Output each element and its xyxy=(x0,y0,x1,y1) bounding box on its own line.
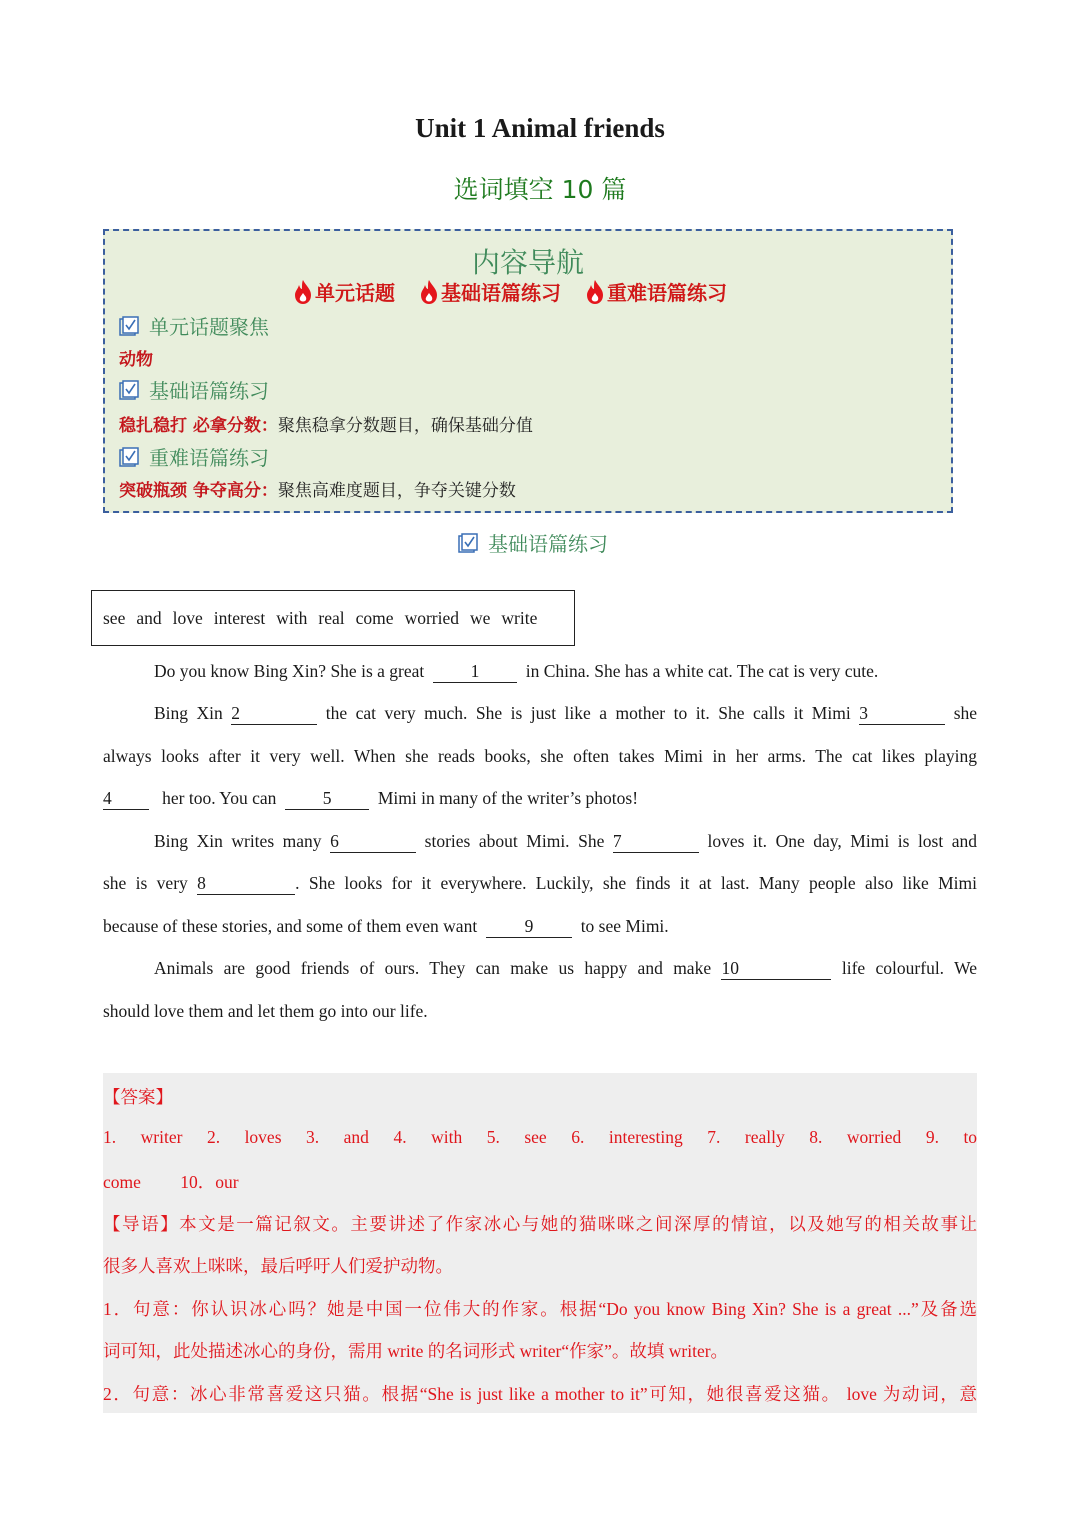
nav-heading: 内容导航 xyxy=(471,246,584,279)
word-bank-item: real xyxy=(318,607,345,628)
passage-line: always looks after it very well. When she reads books, she often takes Mimi in her arms. The cat likes playing xyxy=(103,746,977,766)
answer-item: 5. see xyxy=(486,1127,547,1147)
explanation-line: 2．句意：冰心非常喜爱这只猫。根据“She is just like a mother to it”可知，她很喜爱这猫。 love 为动词，意 xyxy=(103,1384,977,1404)
explanation-line: 词可知，此处描述冰心的身份，需用 write 的名词形式 writer“作家”。故填 writer。 xyxy=(103,1341,729,1361)
answer-item: 6. interesting xyxy=(571,1127,683,1147)
nav-topic-row xyxy=(119,345,153,370)
answer-box xyxy=(103,1073,977,1413)
explanation-line: 1．句意：你认识冰心吗？她是中国一位伟大的作家。根据“Do you know Bing Xin? She is a great ...”及备选 xyxy=(103,1299,977,1319)
answer-item: 1. writer xyxy=(103,1127,183,1147)
nav-topic-text: 动物 xyxy=(119,350,153,370)
word-bank-item: love xyxy=(172,607,203,628)
page-title: Unit 1 Animal friends xyxy=(415,113,665,143)
blank-7[interactable]: 7 xyxy=(613,830,699,853)
answer-item: come xyxy=(103,1172,141,1192)
answer-item: 9. to xyxy=(925,1127,978,1147)
answer-item: 4. with xyxy=(393,1127,463,1147)
nav-basic-red: 稳扎稳打 必拿分数： xyxy=(119,416,278,436)
passage-line: because of these stories, and some of them even want 9 to see Mimi. xyxy=(103,916,669,936)
flame-icon xyxy=(293,279,313,305)
answer-item: 8. worried xyxy=(809,1127,902,1147)
nav-hard-label: 重难语篇练习 xyxy=(149,446,269,470)
content-navigation-box xyxy=(103,229,953,513)
passage-line: 4 her too. You can 5 Mimi in many of the writer’s photos! xyxy=(103,788,639,808)
checklist-icon xyxy=(119,380,139,400)
answer-items-cont xyxy=(103,1169,239,1194)
word-bank-item: we xyxy=(470,607,491,628)
nav-basic-row[interactable] xyxy=(119,375,269,404)
blank-1[interactable]: 1 xyxy=(433,660,517,683)
answer-item: 3. and xyxy=(306,1127,369,1147)
nav-topic-focus-row[interactable] xyxy=(119,311,269,340)
answer-item: 10．our xyxy=(180,1172,239,1192)
nav-basic-desc: 聚焦稳拿分数题目，确保基础分值 xyxy=(277,416,533,436)
answer-item: 7. really xyxy=(707,1127,785,1147)
page-subtitle: 选词填空 10 篇 xyxy=(453,175,627,204)
blank-4[interactable]: 4 xyxy=(103,787,149,810)
answer-label: 【答案】 xyxy=(103,1087,173,1107)
blank-3[interactable]: 3 xyxy=(859,702,945,725)
nav-tab-label: 基础语篇练习 xyxy=(441,281,561,305)
blank-9[interactable]: 9 xyxy=(486,915,572,938)
section-title xyxy=(458,528,608,557)
word-bank-item: come xyxy=(355,607,394,628)
nav-tab-topic[interactable] xyxy=(293,277,395,306)
flame-icon xyxy=(419,279,439,305)
passage-line: Animals are good friends of ours. They can make us happy and make 10 life colourful. We xyxy=(154,958,977,978)
nav-hard-desc-row xyxy=(119,476,516,501)
flame-icon xyxy=(585,279,605,305)
passage-line: Bing Xin 2 the cat very much. She is just like a mother to it. She calls it Mimi 3 she xyxy=(154,703,978,723)
checklist-icon xyxy=(119,316,139,336)
guide-line: 很多人喜欢上咪咪，最后呼吁人们爱护动物。 xyxy=(103,1256,453,1276)
checklist-icon xyxy=(458,533,478,553)
nav-tabs xyxy=(293,277,727,306)
blank-5[interactable]: 5 xyxy=(285,787,369,810)
passage-line: Do you know Bing Xin? She is a great 1 in China. She has a white cat. The cat is very cute. xyxy=(154,661,879,681)
passage-line: Bing Xin writes many 6 stories about Mimi. She 7 loves it. One day, Mimi is lost and xyxy=(154,831,978,851)
word-bank-item: interest xyxy=(213,607,266,628)
answer-item: 2. loves xyxy=(206,1127,282,1147)
answer-items xyxy=(103,1127,977,1148)
blank-6[interactable]: 6 xyxy=(330,830,416,853)
passage-line: should love them and let them go into our life. xyxy=(103,1001,428,1021)
word-bank-item: worried xyxy=(404,607,459,628)
nav-tab-label: 重难语篇练习 xyxy=(607,281,727,305)
nav-tab-basic[interactable] xyxy=(419,277,561,306)
word-bank-item: write xyxy=(501,607,538,628)
word-bank-item: and xyxy=(136,607,162,628)
blank-8[interactable]: 8 xyxy=(197,872,295,895)
word-bank-item: see xyxy=(103,607,126,628)
nav-topic-focus-label: 单元话题聚焦 xyxy=(149,315,269,339)
nav-basic-label: 基础语篇练习 xyxy=(149,379,269,403)
section-title-label: 基础语篇练习 xyxy=(488,532,608,556)
guide-line: 【导语】本文是一篇记叙文。主要讲述了作家冰心与她的猫咪咪之间深厚的情谊，以及她写的相关故事让 xyxy=(103,1214,977,1234)
word-bank-item: with xyxy=(276,607,308,628)
checklist-icon xyxy=(119,447,139,467)
nav-hard-red: 突破瓶颈 争夺高分： xyxy=(119,481,278,501)
nav-basic-desc-row xyxy=(119,411,533,436)
blank-2[interactable]: 2 xyxy=(231,702,317,725)
blank-10[interactable]: 10 xyxy=(721,957,831,980)
word-bank xyxy=(91,590,575,646)
nav-hard-desc: 聚焦高难度题目，争夺关键分数 xyxy=(277,481,516,501)
nav-hard-row[interactable] xyxy=(119,442,269,471)
passage-line: she is very 8 . She looks for it everywhere. Luckily, she finds it at last. Many people also like Mimi xyxy=(103,873,978,893)
nav-tab-hard[interactable] xyxy=(585,277,727,306)
nav-tab-label: 单元话题 xyxy=(315,281,395,305)
